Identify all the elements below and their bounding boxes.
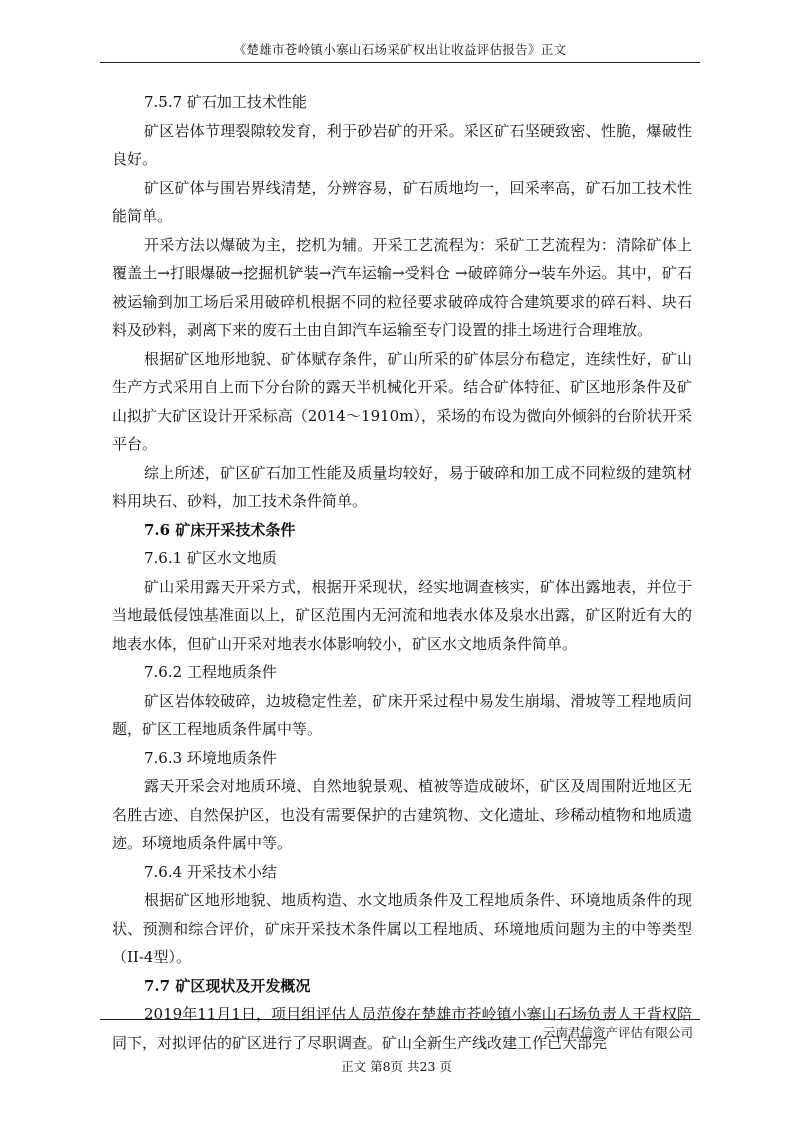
heading-7-6-3: 7.6.3 环境地质条件 — [144, 748, 277, 767]
paragraph: 开采方法以爆破为主，挖机为辅。开采工艺流程为：采矿工艺流程为：清除矿体上覆盖土→打眼爆破→挖掘机铲装→汽车运输→受料仓 →破碎筛分→装车外运。其中，矿石被运输到加工场后采用破碎机根据不同的粒径要求破碎成符合建筑要求的碎石料、块石料及砂料，剥离下来的废石土由自卸汽车运输至专门设置的排土场进行合理堆放。 — [112, 235, 692, 339]
heading-7-6-4: 7.6.4 开采技术小结 — [144, 862, 277, 881]
heading-7-6-1: 7.6.1 矿区水文地质 — [144, 549, 277, 567]
paragraph: 根据矿区地形地貌、地质构造、水文地质条件及工程地质条件、环境地质条件的现状、预测和综合评价，矿床开采技术条件属以工程地质、环境地质问题为主的中等类型（II-4型）。 — [112, 891, 692, 966]
footer-rule — [100, 1019, 700, 1020]
heading-7-5-7: 7.5.7 矿石加工技术性能 — [144, 93, 307, 111]
heading-7-7: 7.7 矿区现状及开发概况 — [144, 976, 311, 995]
paragraph: 矿区岩体节理裂隙较发育，利于砂岩矿的开采。采区矿石坚硬致密、性脆，爆破性良好。 — [112, 121, 692, 168]
paragraph: 2019年11月1日，项目组评估人员范俊在楚雄市苍岭镇小寨山石场负责人王背权陪同下，对拟评估的矿区进行了尽职调查。矿山全新生产线改建工作已大部完 — [112, 1005, 692, 1052]
paragraph: 矿山采用露天开采方式，根据开采现状，经实地调查核实，矿体出露地表，并位于当地最低侵蚀基准面以上，矿区范围内无河流和地表水体及泉水出露，矿区附近有大的地表水体，但矿山开采对地表水体影响较小，矿区水文地质条件简单。 — [112, 577, 692, 653]
heading-7-6: 7.6 矿床开采技术条件 — [144, 520, 296, 539]
paragraph: 矿区矿体与围岩界线清楚，分辨容易，矿石质地均一，回采率高，矿石加工技术性能简单。 — [112, 178, 692, 225]
paragraph: 综上所述，矿区矿石加工性能及质量均较好，易于破碎和加工成不同粒级的建筑材料用块石、砂料，加工技术条件简单。 — [112, 463, 692, 510]
document-body — [112, 88, 692, 1057]
paragraph: 矿区岩体较破碎，边坡稳定性差，矿床开采过程中易发生崩塌、滑坡等工程地质问题，矿区工程地质条件属中等。 — [112, 691, 692, 738]
company-name: 云南君信资产评估有限公司 — [542, 1025, 693, 1040]
heading-7-6-2: 7.6.2 工程地质条件 — [144, 663, 277, 681]
paragraph: 露天开采会对地质环境、自然地貌景观、植被等造成破坏，矿区及周围附近地区无名胜古迹、自然保护区，也没有需要保护的古建筑物、文化遗址、珍稀动植物和地质遗迹。环境地质条件属中等。 — [112, 777, 692, 852]
running-header: 《楚雄市苍岭镇小寨山石场采矿权出让收益评估报告》正文 — [233, 42, 567, 57]
header-rule — [100, 62, 700, 63]
page-number: 正文 第8页 共23 页 — [341, 1059, 452, 1074]
paragraph: 根据矿区地形地貌、矿体赋存条件，矿山所采的矿体层分布稳定，连续性好，矿山生产方式采用自上而下分台阶的露天半机械化开采。结合矿体特征、矿区地形条件及矿山拟扩大矿区设计开采标高（2014～1910m），采场的布设为微向外倾斜的台阶状开采平台。 — [112, 349, 692, 453]
